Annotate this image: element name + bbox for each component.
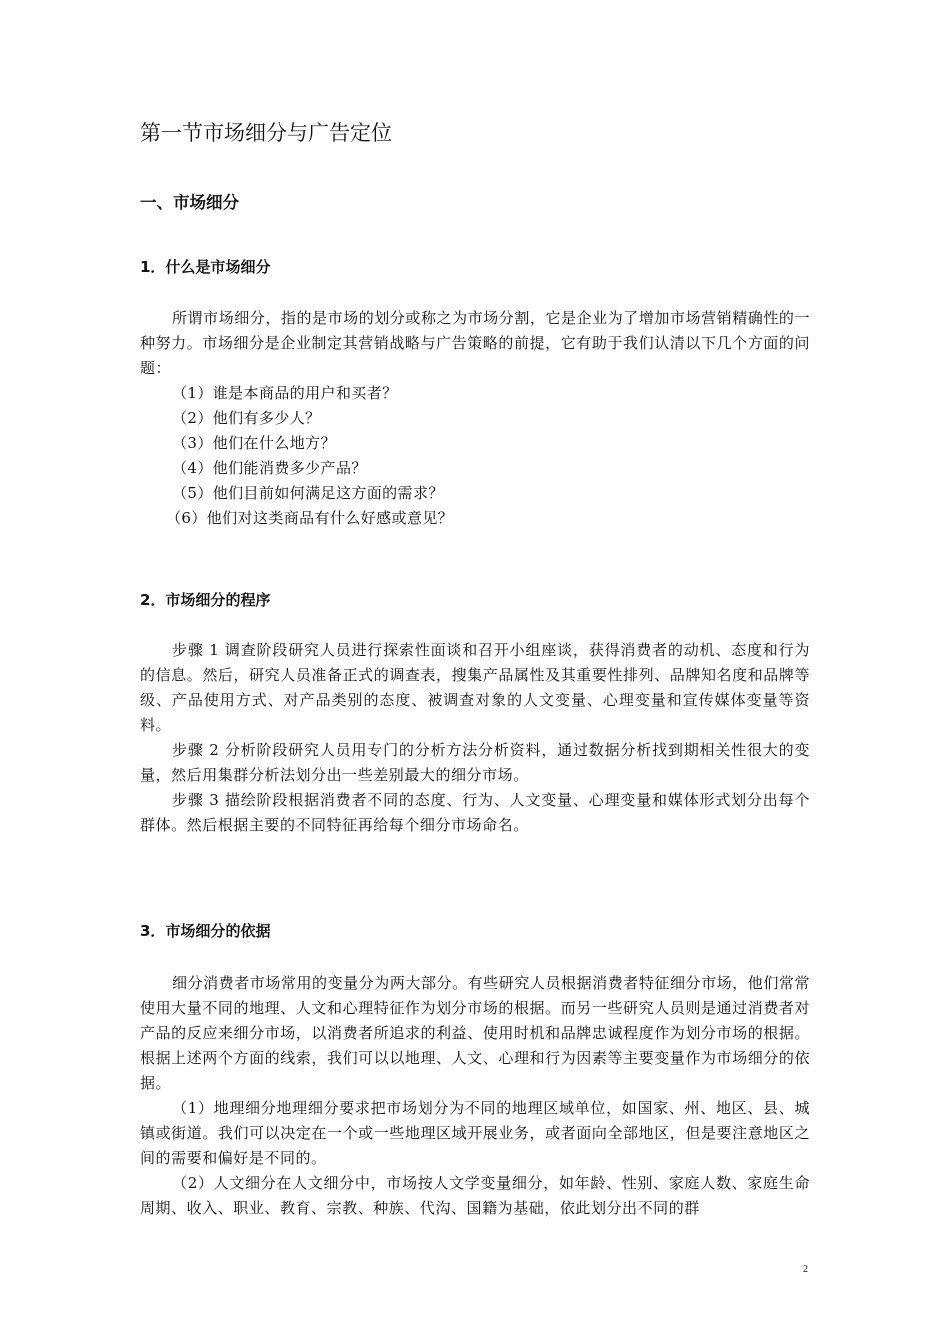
list-item: （1）谁是本商品的用户和买者？ — [172, 384, 398, 402]
section-heading-market-segmentation: 一、市场细分 — [140, 193, 239, 212]
list-item: （6）他们对这类商品有什么好感或意见？ — [166, 509, 454, 527]
definition-paragraph: 所谓市场细分，指的是市场的划分或称之为市场分割，它是企业为了增加市场营销精确性的一种努力。市场细分是企业制定其营销战略与广告策略的前提，它有助于我们认清以下几个方面的问题： — [140, 309, 810, 377]
subheading-segmentation-procedure: 2．市场细分的程序 — [140, 591, 271, 609]
subheading-what-is-segmentation: 1．什么是市场细分 — [140, 258, 271, 276]
questions-list — [166, 381, 454, 531]
geographic-segmentation-paragraph: （1）地理细分地理细分要求把市场划分为不同的地理区域单位，如国家、州、地区、县、城镇或街道。我们可以决定在一个或一些地理区域开展业务，或者面向全部地区，但是要注意地区之间的需要和偏好是不同的。 — [140, 1099, 810, 1167]
step-2-paragraph: 步骤 2 分析阶段研究人员用专门的分析方法分析资料，通过数据分析找到期相关性很大的变量，然后用集群分析法划分出一些差别最大的细分市场。 — [140, 741, 810, 784]
step-3-paragraph: 步骤 3 描绘阶段根据消费者不同的态度、行为、人文变量、心理变量和媒体形式划分出每个群体。然后根据主要的不同特征再给每个细分市场命名。 — [140, 791, 810, 834]
list-item: （5）他们目前如何满足这方面的需求？ — [172, 484, 444, 502]
page-title: 第一节市场细分与广告定位 — [140, 121, 392, 145]
demographic-segmentation-paragraph: （2）人文细分在人文细分中，市场按人文学变量细分，如年龄、性别、家庭人数、家庭生命周期、收入、职业、教育、宗教、种族、代沟、国籍为基础，依此划分出不同的群 — [140, 1174, 810, 1217]
list-item: （4）他们能消费多少产品？ — [172, 459, 367, 477]
list-item: （3）他们在什么地方？ — [172, 434, 336, 452]
basis-intro-paragraph: 细分消费者市场常用的变量分为两大部分。有些研究人员根据消费者特征细分市场，他们常常使用大量不同的地理、人文和心理特征作为划分市场的根据。而另一些研究人员则是通过消费者对产品的反应来细分市场，以消费者所追求的利益、使用时机和品牌忠诚程度作为划分市场的根据。根据上述两个方面的线索，我们可以以地理、人文、心理和行为因素等主要变量作为市场细分的依据。 — [140, 974, 810, 1092]
subheading-segmentation-basis: 3．市场细分的依据 — [140, 922, 271, 940]
step-1-paragraph: 步骤 1 调查阶段研究人员进行探索性面谈和召开小组座谈，获得消费者的动机、态度和行为的信息。然后，研究人员准备正式的调查表，搜集产品属性及其重要性排列、品牌知名度和品牌等级、产品使用方式、对产品类别的态度、被调查对象的人文变量、心理变量和宣传媒体变量等资料。 — [140, 641, 810, 734]
page-number: 2 — [803, 1264, 808, 1275]
list-item: （2）他们有多少人？ — [172, 409, 321, 427]
